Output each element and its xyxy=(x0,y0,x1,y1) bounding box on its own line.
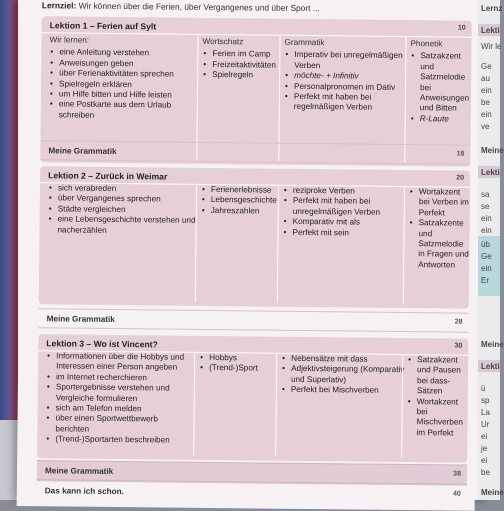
list-item: • Ferienerlebnisse xyxy=(211,185,281,196)
right-page-line: Ge xyxy=(481,252,492,261)
list-item: • Wortakzent bei Mischverben im Perfekt xyxy=(416,397,468,439)
right-page-line: ein xyxy=(481,110,492,119)
lesson-2-col-wortschatz xyxy=(195,185,281,303)
list-item: • Anweisungen geben xyxy=(59,58,197,70)
list-item: • Satzakzent und Pausen bei dass-Sätzen xyxy=(417,355,469,397)
lesson-3-title: Lektion 3 – Wo ist Vincent? xyxy=(46,338,158,350)
right-page-line: ein xyxy=(481,226,492,235)
grammar-label: Meine Grammatik xyxy=(46,314,115,324)
lesson-2-col-grammatik xyxy=(277,186,407,304)
lernziel-label: Lernziel: xyxy=(41,0,77,11)
list-item: • Nebensätze mit dass xyxy=(291,354,405,366)
right-page-line: Ur xyxy=(481,420,490,429)
grammar-label: Meine Grammatik xyxy=(48,146,117,156)
list-item: • (Trend-)Sportarten beschreiben xyxy=(55,435,193,447)
list-item: • um Hilfe bitten und Hilfe leisten xyxy=(59,89,197,101)
list-item: • eine Anleitung verstehen xyxy=(59,48,197,60)
grammar-row-2 xyxy=(39,308,469,333)
right-page-line: Lekti xyxy=(481,168,500,177)
lesson-3-col-phonetik xyxy=(401,355,469,459)
list-item: • eine Lebensgeschichte verstehen und nacherzählen xyxy=(57,215,195,237)
right-page-line: ei xyxy=(481,456,488,465)
lesson-3-col-wir-lernen xyxy=(45,351,194,456)
kann-page: 40 xyxy=(452,490,461,498)
lesson-2-col-phonetik xyxy=(403,187,471,305)
right-page-line: sp xyxy=(481,396,490,405)
right-page-line: Meine xyxy=(481,488,504,497)
right-page-line: ü xyxy=(481,384,486,393)
lesson-3-col-grammatik xyxy=(275,354,405,458)
grammar-page: 38 xyxy=(453,470,462,478)
list-item: • Perfekt mit haben bei regelmäßigen Verben xyxy=(294,92,408,114)
list-item: • Satzakzent und Satzmelodie bei Anweisungen und Bitten xyxy=(420,52,473,115)
right-page-line: be xyxy=(481,468,490,477)
right-page-line: Meine xyxy=(481,146,504,155)
list-item: • sich am Telefon melden xyxy=(56,403,194,415)
list-item: • (Trend-)Sport xyxy=(209,363,279,374)
kann-label: Das kann ich schon. xyxy=(44,486,125,497)
list-item: • Lebensgeschichte xyxy=(211,195,281,206)
kann-ich-schon-row xyxy=(37,480,467,504)
right-page-line: Ge xyxy=(481,62,492,71)
list-item: • Adjektivsteigerung (Komparativ und Superlativ) xyxy=(291,364,405,386)
list-item: • über Vergangenes sprechen xyxy=(58,194,196,206)
lesson-3-block xyxy=(37,334,468,462)
lesson-2-page: 20 xyxy=(456,174,465,182)
list-item: • Wortakzent bei Verben im Perfekt xyxy=(419,187,471,219)
right-page-line: au xyxy=(481,74,490,83)
right-page-line: sa xyxy=(481,190,490,199)
list-item: • Informationen über die Hobbys und Interessen einer Person angeben xyxy=(56,351,194,373)
right-page-line: ein xyxy=(481,214,492,223)
right-page-line: ve xyxy=(481,122,490,131)
list-item: • Satzakzente und Satzmelodie in Fragen und Antworten xyxy=(418,218,471,271)
list-item: • Perfekt bei Mischverben xyxy=(291,385,405,397)
list-item: • Städte vergleichen xyxy=(58,204,196,216)
list-item: • R-Laute xyxy=(420,114,472,125)
lesson-2-block xyxy=(39,166,470,308)
column-header-phonetik: Phonetik xyxy=(410,39,443,49)
grammar-page: 28 xyxy=(454,318,463,326)
right-page-line: Lekti xyxy=(481,362,500,371)
right-page-line: je xyxy=(481,444,488,453)
list-item: • Freizeitaktivitäten xyxy=(212,60,282,71)
lesson-2-col-wir-lernen xyxy=(47,183,196,302)
list-item: • Personalpronomen im Dativ xyxy=(294,81,408,93)
right-page-line: Lernz xyxy=(481,4,503,13)
lernziel-text: Wir können über die Ferien, über Vergangenes und über Sport ... xyxy=(78,0,320,14)
lesson-1-page: 10 xyxy=(457,24,466,32)
list-item: • über Ferienaktivitäten sprechen xyxy=(59,69,197,81)
contents-page xyxy=(17,0,480,511)
grammar-page: 18 xyxy=(456,150,465,158)
right-page-edge xyxy=(478,0,504,500)
right-page-line: Lekti xyxy=(481,26,500,35)
list-item: • Sportergebnisse verstehen und Vergleiche formulieren xyxy=(56,383,194,405)
lesson-3-page: 30 xyxy=(454,342,463,350)
list-item: • im Internet recherchieren xyxy=(56,372,194,384)
right-page-line: Er xyxy=(481,276,489,285)
list-item: • Komparativ mit als xyxy=(293,217,407,229)
right-page-line: La xyxy=(481,408,490,417)
list-item: • Jahreszahlen xyxy=(211,206,281,217)
list-item: • Perfekt mit haben bei unregelmäßigen Verben xyxy=(293,196,407,218)
right-page-line: ei xyxy=(481,432,488,441)
lesson-1-title: Lektion 1 – Ferien auf Sylt xyxy=(49,20,157,32)
list-item: • Ferien im Camp xyxy=(212,49,282,60)
column-header-wortschatz: Wortschatz xyxy=(202,36,244,47)
right-page-line: se xyxy=(481,202,490,211)
right-page-line: üb xyxy=(481,240,490,249)
list-item: • Perfekt mit sein xyxy=(292,227,406,239)
list-item: • Hobbys xyxy=(209,353,279,364)
list-item: • Imperativ bei unregelmäßigen Verben xyxy=(294,50,408,72)
list-item: • Spielregeln erklären xyxy=(59,79,197,91)
lesson-2-title: Lektion 2 – Zurück in Weimar xyxy=(48,170,168,182)
column-header-grammatik: Grammatik xyxy=(284,37,325,48)
grammar-label: Meine Grammatik xyxy=(44,466,114,476)
right-page-line: be xyxy=(481,98,490,107)
column-header-wir-lernen: Wir lernen: xyxy=(49,35,90,45)
right-page-line: Meine xyxy=(481,340,504,349)
list-item: • möchte- + Infinitiv xyxy=(294,71,408,83)
list-item: • über einen Sportwettbewerb berichten xyxy=(55,414,193,436)
list-item: • reziproke Verben xyxy=(293,186,407,198)
list-item: • Spielregeln xyxy=(212,70,282,81)
list-item: • sich verabreden xyxy=(58,183,196,195)
list-item: • eine Postkarte aus dem Urlaub schreiben xyxy=(59,100,197,122)
right-page-line: ein xyxy=(481,264,492,273)
right-page-line: Wir le xyxy=(481,42,502,51)
right-page-line: ein xyxy=(481,86,492,95)
lesson-3-col-wortschatz xyxy=(193,353,279,457)
